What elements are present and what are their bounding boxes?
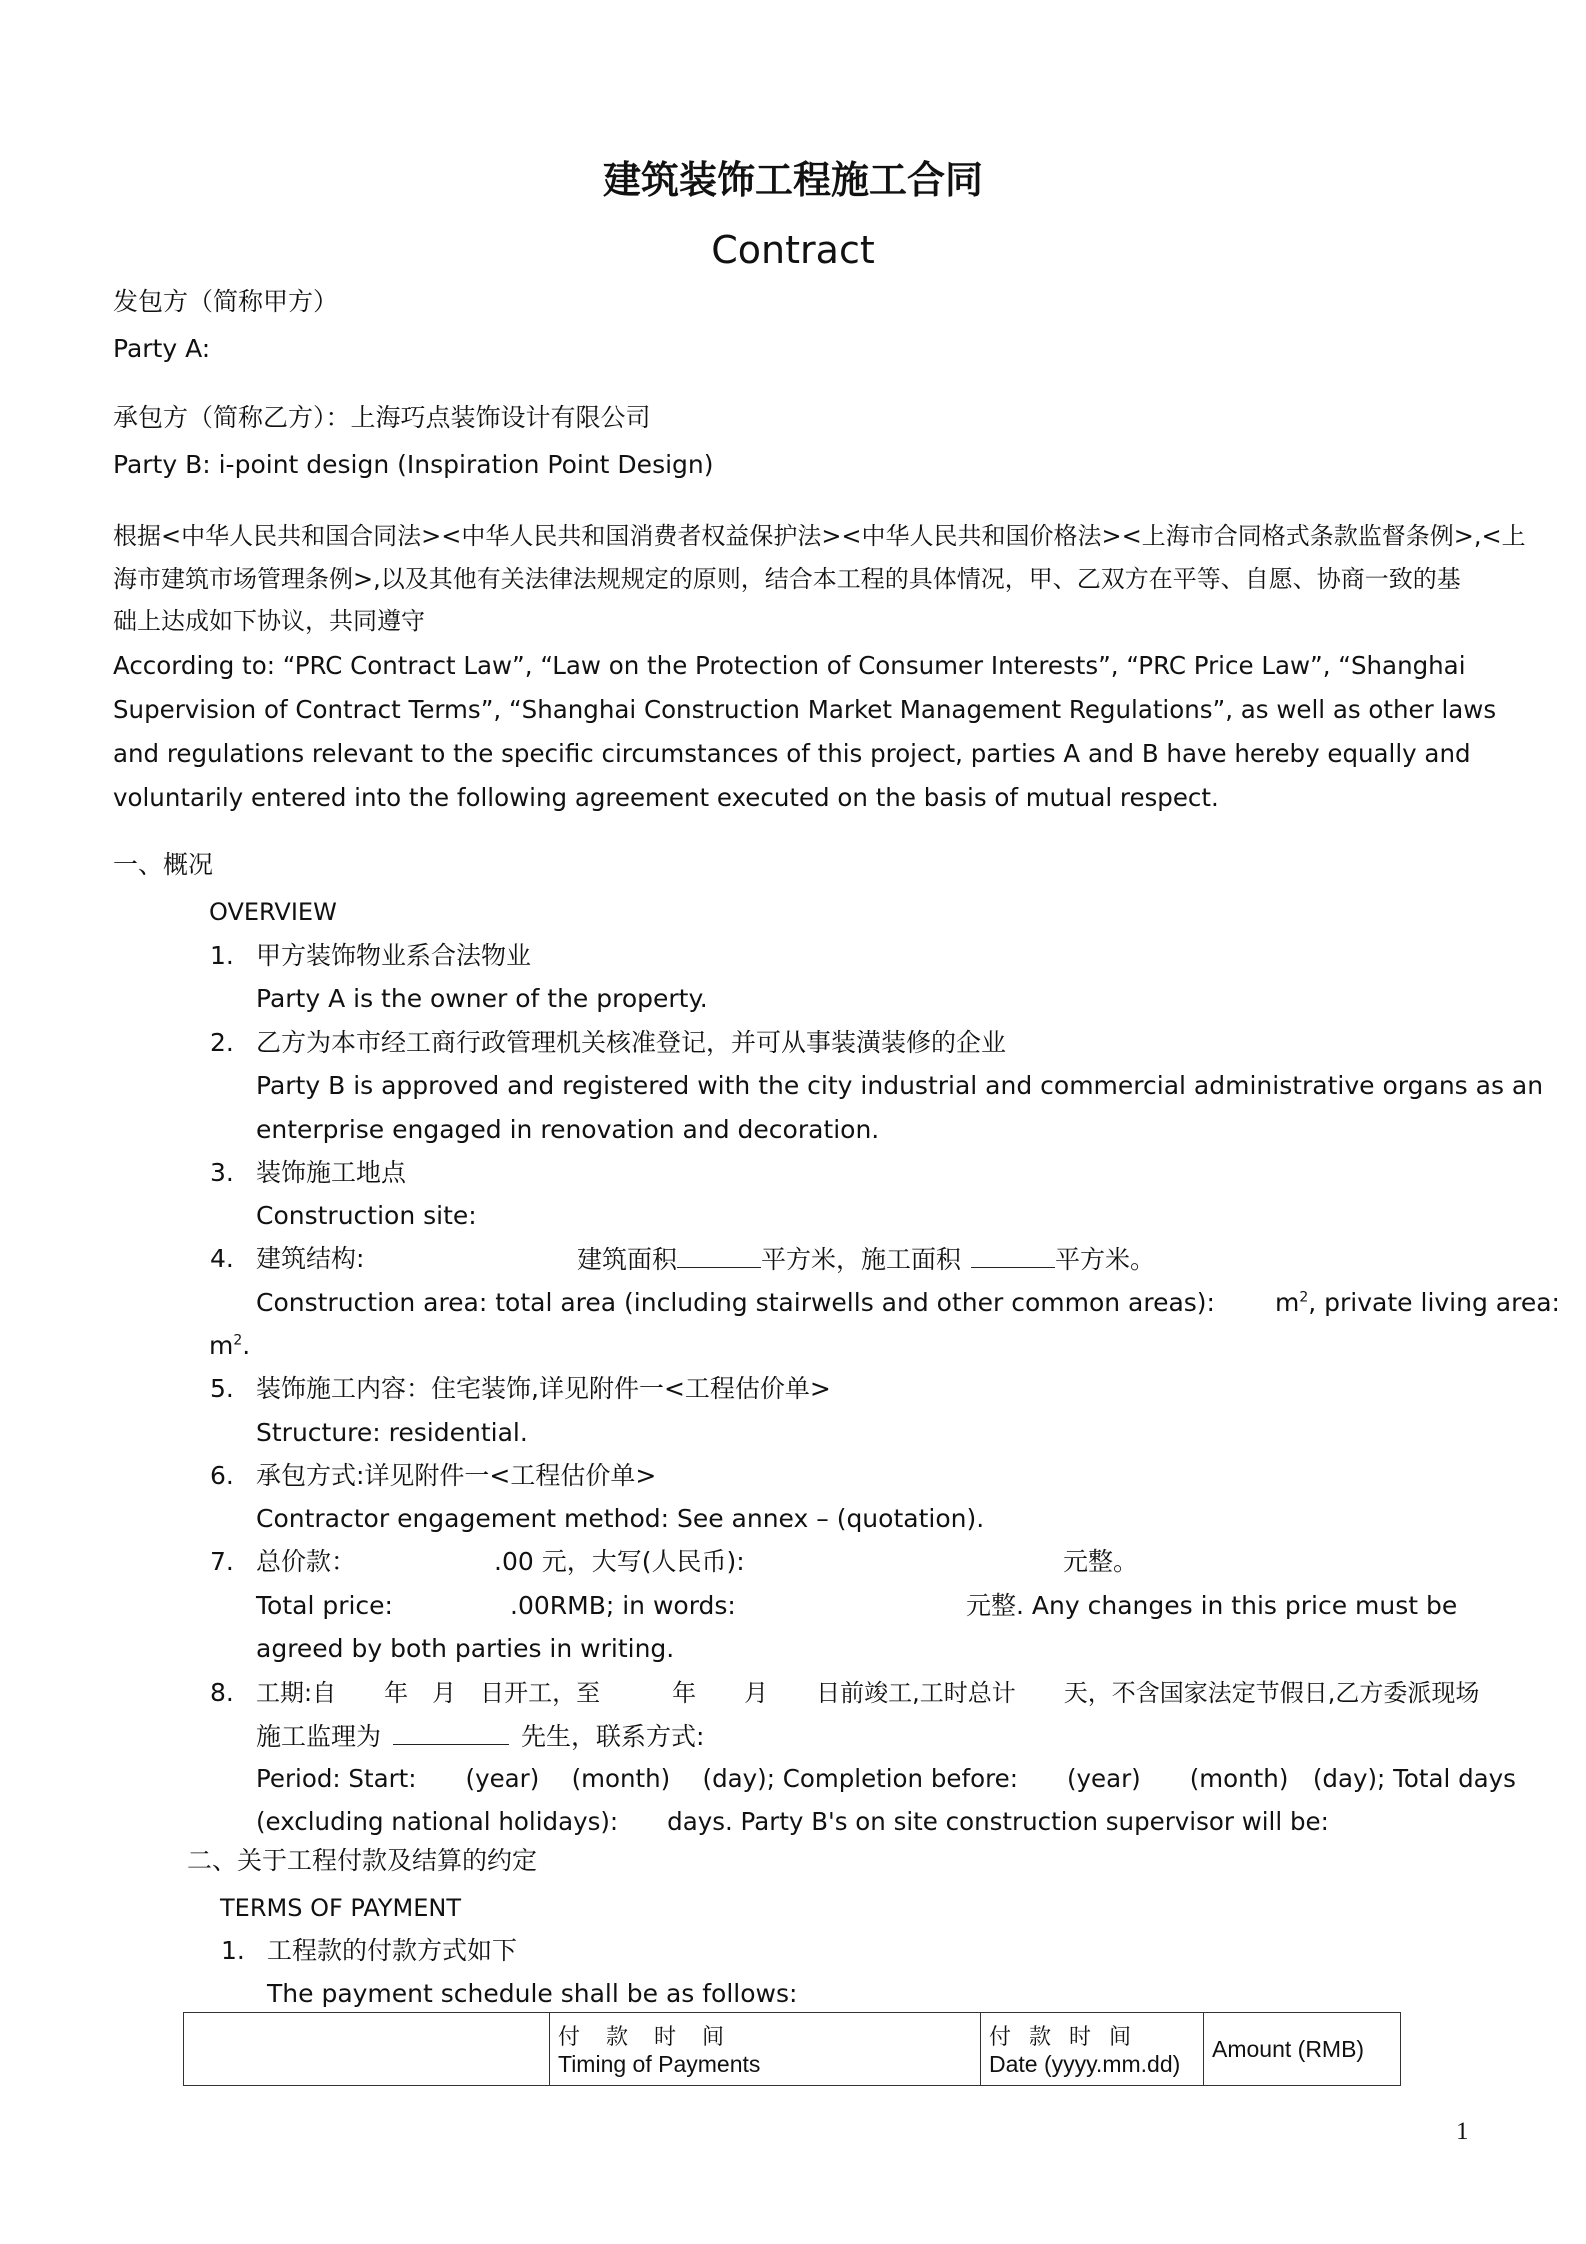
item-2-en-line-2: enterprise engaged in renovation and decoration. [256, 1115, 880, 1144]
item-7-cn-total-label: 总价款： [256, 1547, 357, 1576]
item-7-cn-suffix: 元整。 [1063, 1547, 1139, 1576]
item-6-number: 6. [210, 1461, 234, 1490]
item-4-en-period: . [242, 1331, 251, 1360]
preamble-en-line-1: According to: “PRC Contract Law”, “Law on the Protection of Consumer Interests”, “PRC Price Law”, “Shanghai [113, 651, 1466, 680]
table-header-blank [184, 2013, 550, 2086]
section1-heading-en: OVERVIEW [209, 898, 337, 926]
item-4-en-unit: m [1274, 1288, 1300, 1317]
item-4-cn-unit: 平方米。 [1055, 1245, 1156, 1274]
item-1-number: 1. [210, 941, 234, 970]
payment-schedule-table [183, 2012, 1401, 2086]
date-cn: 付款时间 [989, 2025, 1150, 2050]
item-4-en-private-area-label: , private living area: [1308, 1288, 1560, 1317]
item-8-cn-line-1: 工期:自 年 月 日开工，至 年 月 日前竣工,工时总计 天，不含国家法定节假日,乙方委派现场 [256, 1679, 1480, 1707]
item-2-cn: 乙方为本市经工商行政管理机关核准登记，并可从事装潢装修的企业 [256, 1028, 1007, 1057]
table-header-amount: Amount (RMB) [1204, 2013, 1401, 2086]
table-header-timing [550, 2013, 981, 2086]
item-4-en-unit-2: m [209, 1331, 234, 1360]
item-4-en-unit-sup: 2 [1299, 1289, 1309, 1306]
party-a-cn: 发包方（简称甲方） [113, 287, 339, 316]
item-7-en-suffix [966, 1590, 1457, 1622]
item-2-number: 2. [210, 1028, 234, 1057]
item-4-cn-area-row [577, 1243, 1155, 1276]
section2-heading-en: TERMS OF PAYMENT [220, 1894, 462, 1922]
item-7-number: 7. [210, 1547, 234, 1576]
item-4-en-line-1 [256, 1287, 1560, 1319]
item-7-cn-amount-label: .00 元，大写(人民币): [494, 1547, 745, 1576]
item-3-number: 3. [210, 1158, 234, 1187]
section2-item-1-number: 1. [221, 1936, 245, 1965]
timing-cn: 付款时间 [558, 2025, 751, 2050]
item-4-en-total-area-label: Construction area: total area (including stairwells and other common areas): [256, 1288, 1215, 1317]
item-8-en-line-2: (excluding national holidays): days. Party B's on site construction supervisor will be: [256, 1807, 1329, 1836]
section2-heading-cn: 二、关于工程付款及结算的约定 [187, 1846, 538, 1875]
item-7-en-changes: . Any changes in this price must be [1016, 1591, 1458, 1620]
contract-title-cn: 建筑装饰工程施工合同 [602, 158, 983, 202]
item-8-cn-line-2 [256, 1720, 704, 1753]
building-area-blank[interactable] [677, 1243, 761, 1268]
item-7-en-amount-label: .00RMB; in words: [510, 1591, 736, 1620]
preamble-cn-line-2: 海市建筑市场管理条例>,以及其他有关法律法规规定的原则，结合本工程的具体情况，甲、乙双方在平等、自愿、协商一致的基 [113, 565, 1461, 593]
item-1-cn: 甲方装饰物业系合法物业 [256, 941, 532, 970]
item-1-en: Party A is the owner of the property. [256, 984, 708, 1013]
construction-area-blank[interactable] [971, 1243, 1055, 1268]
item-5-en: Structure: residential. [256, 1418, 528, 1447]
supervisor-name-blank[interactable] [393, 1720, 509, 1745]
contract-title-en: Contract [711, 228, 875, 272]
table-header-row [184, 2013, 1401, 2086]
item-4-en-unit-sup-2: 2 [233, 1332, 243, 1349]
section1-heading-cn: 一、概况 [113, 850, 214, 879]
party-b-en: Party B: i-point design (Inspiration Point Design) [113, 450, 714, 479]
preamble-cn-line-3: 础上达成如下协议，共同遵守 [113, 607, 425, 635]
preamble-en-line-2: Supervision of Contract Terms”, “Shanghai Construction Market Management Regulations”, as well as other laws [113, 695, 1497, 724]
preamble-cn-line-1: 根据<中华人民共和国合同法><中华人民共和国消费者权益保护法><中华人民共和国价格法><上海市合同格式条款监督条例>,<上 [113, 522, 1526, 550]
timing-en: Timing of Payments [558, 2051, 761, 2077]
section2-item-1-cn: 工程款的付款方式如下 [267, 1936, 518, 1965]
preamble-en-line-4: voluntarily entered into the following agreement executed on the basis of mutual respect. [113, 783, 1219, 812]
page-number: 1 [1456, 2118, 1469, 2145]
item-2-en-line-1: Party B is approved and registered with the city industrial and commercial administrative organs as an [256, 1071, 1544, 1100]
item-7-en-yuan: 元整 [966, 1591, 1017, 1620]
item-4-cn-construction-area-label: 平方米，施工面积 [761, 1245, 962, 1274]
item-3-en: Construction site: [256, 1201, 477, 1230]
item-6-en: Contractor engagement method: See annex – (quotation). [256, 1504, 985, 1533]
item-4-cn-structure: 建筑结构: [256, 1244, 365, 1273]
item-4-en-line-2 [209, 1330, 250, 1362]
item-5-cn: 装饰施工内容：住宅装饰,详见附件一<工程估价单> [256, 1374, 831, 1403]
item-7-en-total-label: Total price: [256, 1591, 393, 1620]
item-8-cn-contact-label: 先生，联系方式: [521, 1722, 705, 1751]
item-6-cn: 承包方式:详见附件一<工程估价单> [256, 1461, 657, 1490]
table-header-date [981, 2013, 1204, 2086]
item-4-number: 4. [210, 1244, 234, 1273]
date-en: Date (yyyy.mm.dd) [989, 2051, 1181, 2077]
item-7-en-line-2: agreed by both parties in writing. [256, 1634, 675, 1663]
item-5-number: 5. [210, 1374, 234, 1403]
section2-item-1-en: The payment schedule shall be as follows: [267, 1979, 798, 2008]
party-b-cn: 承包方（简称乙方）：上海巧点装饰设计有限公司 [113, 403, 651, 432]
item-4-cn-building-area-label: 建筑面积 [577, 1245, 678, 1274]
preamble-en-line-3: and regulations relevant to the specific circumstances of this project, parties A and B have hereby equally and [113, 739, 1471, 768]
item-8-cn-supervisor-label: 施工监理为 [256, 1722, 382, 1751]
party-a-en: Party A: [113, 334, 211, 363]
item-3-cn: 装饰施工地点 [256, 1158, 407, 1187]
item-8-en-line-1: Period: Start: (year) (month) (day); Completion before: (year) (month) (day); Total days [256, 1764, 1516, 1793]
item-8-number: 8. [210, 1678, 234, 1707]
